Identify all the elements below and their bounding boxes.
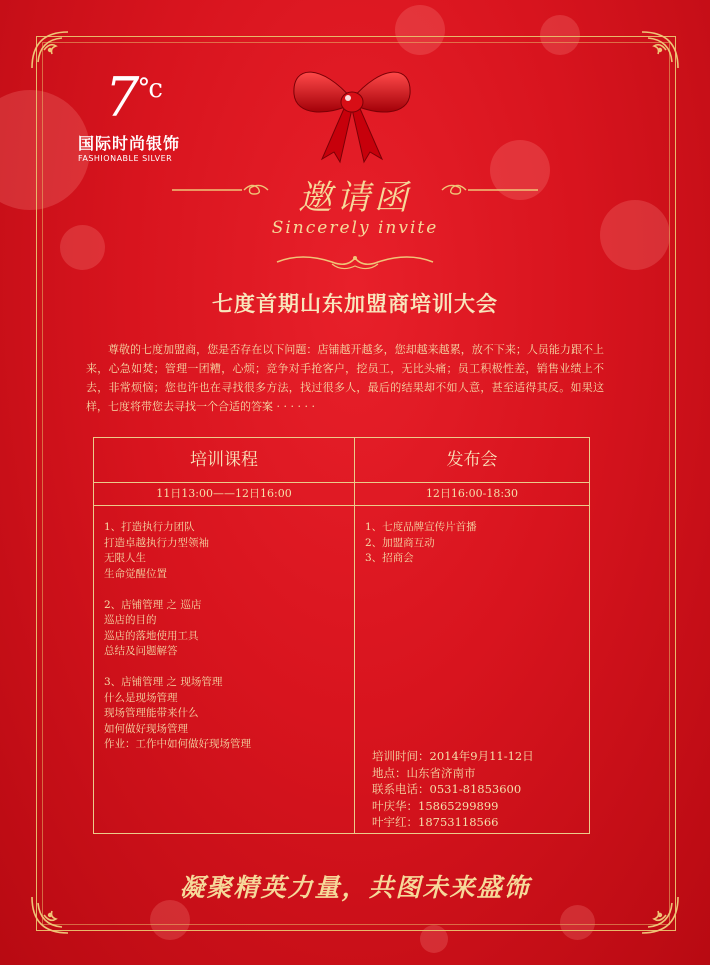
list-item: 现场管理能带来什么 <box>104 707 199 719</box>
corner-ornament-icon <box>636 28 682 74</box>
corner-ornament-icon <box>28 28 74 74</box>
training-time: 11日13:00——12日16:00 <box>94 483 355 506</box>
training-date: 培训时间：2014年9月11-12日 <box>372 749 534 763</box>
list-item <box>104 582 354 598</box>
logo-mark: $7^{^\circ c}$ <box>105 66 161 129</box>
training-list <box>94 506 355 834</box>
list-item: 1、打造执行力团队 <box>104 521 195 533</box>
logo-name-en: FASHIONABLE SILVER <box>78 154 173 163</box>
list-item: 如何做好现场管理 <box>104 722 188 735</box>
launch-header: 发布会 <box>355 438 590 483</box>
red-bow-icon <box>282 54 422 164</box>
list-item: 3、店铺管理 之 现场管理 <box>104 676 223 688</box>
title-en: Sincerely invite <box>271 218 439 238</box>
list-item <box>104 660 354 676</box>
invitation-title <box>0 170 710 219</box>
list-item: 巡店的目的 <box>104 614 157 626</box>
intro-paragraph: 尊敬的七度加盟商，您是否存在以下问题：店铺越开越多，您却越来越累，放不下来；人员能力跟不上来，心急如焚；管理一团糟，心烦；竞争对手抢客户，挖员工，无比头痛；员工积极性差，销售业绩上不去，非常烦恼；您也许也在寻找很多方法，找过很多人，最后的结果却不如人意，甚至适得其反。如果这样，七度将带您去寻找一个合适的答案 · · · · · · <box>86 343 604 413</box>
headline: 七度首期山东加盟商培训大会 <box>212 291 498 316</box>
logo-name-cn: 国际时尚银饰 <box>78 134 181 153</box>
list-item: 2、店铺管理 之 巡店 <box>104 598 202 611</box>
list-item: 巡店的落地使用工具 <box>104 629 199 642</box>
list-item: 无限人生 <box>104 552 146 564</box>
launch-time: 12日16:00-18:30 <box>355 483 590 506</box>
list-item: 什么是现场管理 <box>104 691 178 704</box>
brand-logo <box>78 62 188 163</box>
list-item: 总结及问题解答 <box>104 645 178 657</box>
location: 地点：山东省济南市 <box>372 765 476 780</box>
list-item: 1、七度品牌宣传片首播 <box>365 521 477 533</box>
list-item: 生命觉醒位置 <box>104 567 167 580</box>
contact-info <box>372 748 534 831</box>
title-cn: 邀请函 <box>298 178 412 218</box>
list-item: 2、加盟商互动 <box>365 536 435 549</box>
list-item: 3、招商会 <box>365 552 414 564</box>
training-header: 培训课程 <box>94 438 355 483</box>
list-item: 打造卓越执行力型领袖 <box>104 536 209 549</box>
contact-person: 叶庆华：15865299899 <box>372 798 499 813</box>
list-item: 作业：工作中如何做好现场管理 <box>104 738 251 750</box>
phone: 联系电话：0531-81853600 <box>372 782 522 796</box>
contact-person: 叶宇红：18753118566 <box>372 815 499 829</box>
slogan: 凝聚精英力量，共图未来盛饰 <box>179 873 531 902</box>
title-underline-flourish-icon <box>272 250 438 274</box>
